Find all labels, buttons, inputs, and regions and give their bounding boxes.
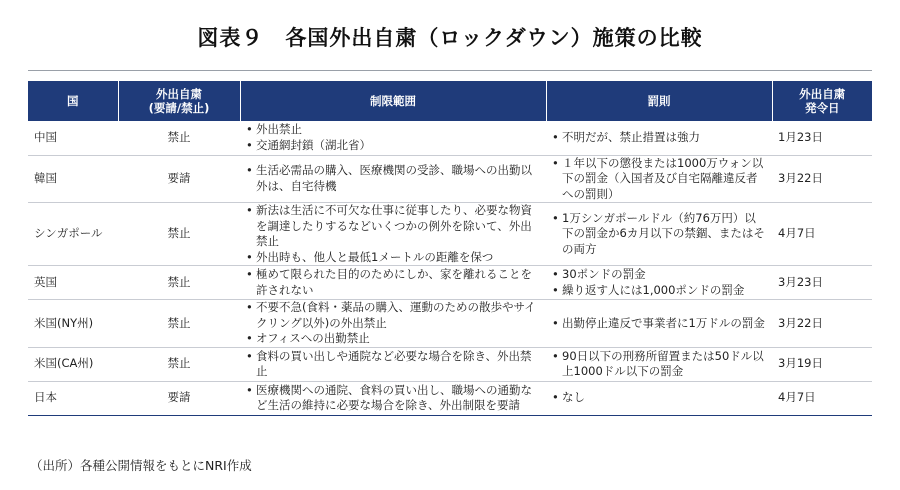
penalty-cell (546, 203, 772, 266)
header-status (118, 81, 240, 121)
measure-item: • 交通網封鎖（湖北省） (246, 138, 540, 154)
figure-title: 図表９ 各国外出自粛（ロックダウン）施策の比較 (197, 26, 703, 50)
measure-item: • 極めて限られた目的のためにしか、家を離れることを許されない (246, 267, 540, 298)
measure-item: • 食料の買い出しや通院など必要な場合を除き、外出禁止 (246, 349, 540, 380)
measures-cell (240, 155, 546, 203)
penalty-item-list (552, 390, 766, 406)
penalty-cell (546, 155, 772, 203)
date-cell: 4月7日 (772, 381, 872, 415)
penalty-item-list (552, 267, 766, 298)
measure-item: • 外出禁止 (246, 122, 540, 138)
country-cell: 英国 (28, 266, 118, 300)
measure-item-list (246, 267, 540, 298)
measures-cell (240, 121, 546, 155)
measure-item-list (246, 383, 540, 414)
country-cell: 米国(CA州) (28, 347, 118, 381)
title-divider (28, 70, 872, 71)
penalty-item: • 繰り返す人には1,000ポンドの罰金 (552, 283, 766, 299)
measure-item-list (246, 203, 540, 265)
header-measures: 制限範囲 (240, 81, 546, 121)
measures-cell (240, 347, 546, 381)
status-cell: 禁止 (118, 203, 240, 266)
header-date-line2: 発令日 (805, 101, 840, 115)
measures-cell (240, 300, 546, 348)
table-body (28, 121, 872, 415)
penalty-cell (546, 121, 772, 155)
measure-item-list (246, 349, 540, 380)
date-cell: 1月23日 (772, 121, 872, 155)
header-status-line1: 外出自粛 (156, 86, 202, 101)
date-cell: 3月19日 (772, 347, 872, 381)
penalty-item: • 1万シンガポールドル（約76万円）以下の罰金か6カ月以下の禁錮、またはその両方 (552, 211, 766, 258)
measure-item: • 生活必需品の購入、医療機関の受診、職場への出勤以外は、自宅待機 (246, 163, 540, 194)
measures-cell (240, 203, 546, 266)
penalty-item: • なし (552, 390, 766, 406)
table-header-row (28, 81, 872, 121)
penalty-item: • 不明だが、禁止措置は強力 (552, 130, 766, 146)
source-note: （出所）各種公開情報をもとにNRI作成 (30, 458, 252, 473)
status-cell: 禁止 (118, 347, 240, 381)
header-penalty: 罰則 (546, 81, 772, 121)
penalty-item-list (552, 156, 766, 203)
penalty-cell (546, 300, 772, 348)
country-cell: 韓国 (28, 155, 118, 203)
penalty-item: • 出勤停止違反で事業者に1万ドルの罰金 (552, 316, 766, 332)
penalty-item: • 90日以下の刑務所留置または50ドル以上1000ドル以下の罰金 (552, 349, 766, 380)
measure-item: • オフィスへの出勤禁止 (246, 331, 540, 347)
country-cell: 中国 (28, 121, 118, 155)
header-status-line2: (要請/禁止) (148, 101, 210, 115)
measures-cell (240, 266, 546, 300)
penalty-cell (546, 266, 772, 300)
header-country: 国 (28, 81, 118, 121)
measure-item: • 医療機関への通院、食料の買い出し、職場への通勤など生活の維持に必要な場合を除き、外出制限を要請 (246, 383, 540, 414)
status-cell: 要請 (118, 381, 240, 415)
country-cell: シンガポール (28, 203, 118, 266)
penalty-cell (546, 347, 772, 381)
country-cell: 米国(NY州) (28, 300, 118, 348)
header-date-line1: 外出自粛 (799, 86, 846, 101)
date-cell: 4月7日 (772, 203, 872, 266)
date-cell: 3月23日 (772, 266, 872, 300)
table-row (28, 155, 872, 203)
measure-item-list (246, 163, 540, 194)
measures-cell (240, 381, 546, 415)
measure-item-list (246, 122, 540, 153)
penalty-item: • 30ポンドの罰金 (552, 267, 766, 283)
date-cell: 3月22日 (772, 300, 872, 348)
table-row (28, 203, 872, 266)
penalty-item-list (552, 130, 766, 146)
penalty-cell (546, 381, 772, 415)
table-row (28, 347, 872, 381)
table-row (28, 300, 872, 348)
penalty-item-list (552, 349, 766, 380)
header-date (772, 81, 872, 121)
penalty-item-list (552, 211, 766, 258)
status-cell: 禁止 (118, 300, 240, 348)
measure-item: • 外出時も、他人と最低1メートルの距離を保つ (246, 250, 540, 266)
table-row (28, 121, 872, 155)
measure-item: • 新法は生活に不可欠な仕事に従事したり、必要な物資を調達したりするなどいくつかの例外を除いて、外出禁止 (246, 203, 540, 250)
lockdown-comparison-table (28, 81, 872, 416)
status-cell: 要請 (118, 155, 240, 203)
penalty-item: • １年以下の懲役または1000万ウォン以下の罰金（入国者及び自宅隔離違反者への罰則） (552, 156, 766, 203)
status-cell: 禁止 (118, 266, 240, 300)
measure-item: • 不要不急(食料・薬品の購入、運動のための散歩やサイクリング以外)の外出禁止 (246, 300, 540, 331)
country-cell: 日本 (28, 381, 118, 415)
measure-item-list (246, 300, 540, 347)
table-row (28, 381, 872, 415)
table-row (28, 266, 872, 300)
status-cell: 禁止 (118, 121, 240, 155)
penalty-item-list (552, 316, 766, 332)
date-cell: 3月22日 (772, 155, 872, 203)
